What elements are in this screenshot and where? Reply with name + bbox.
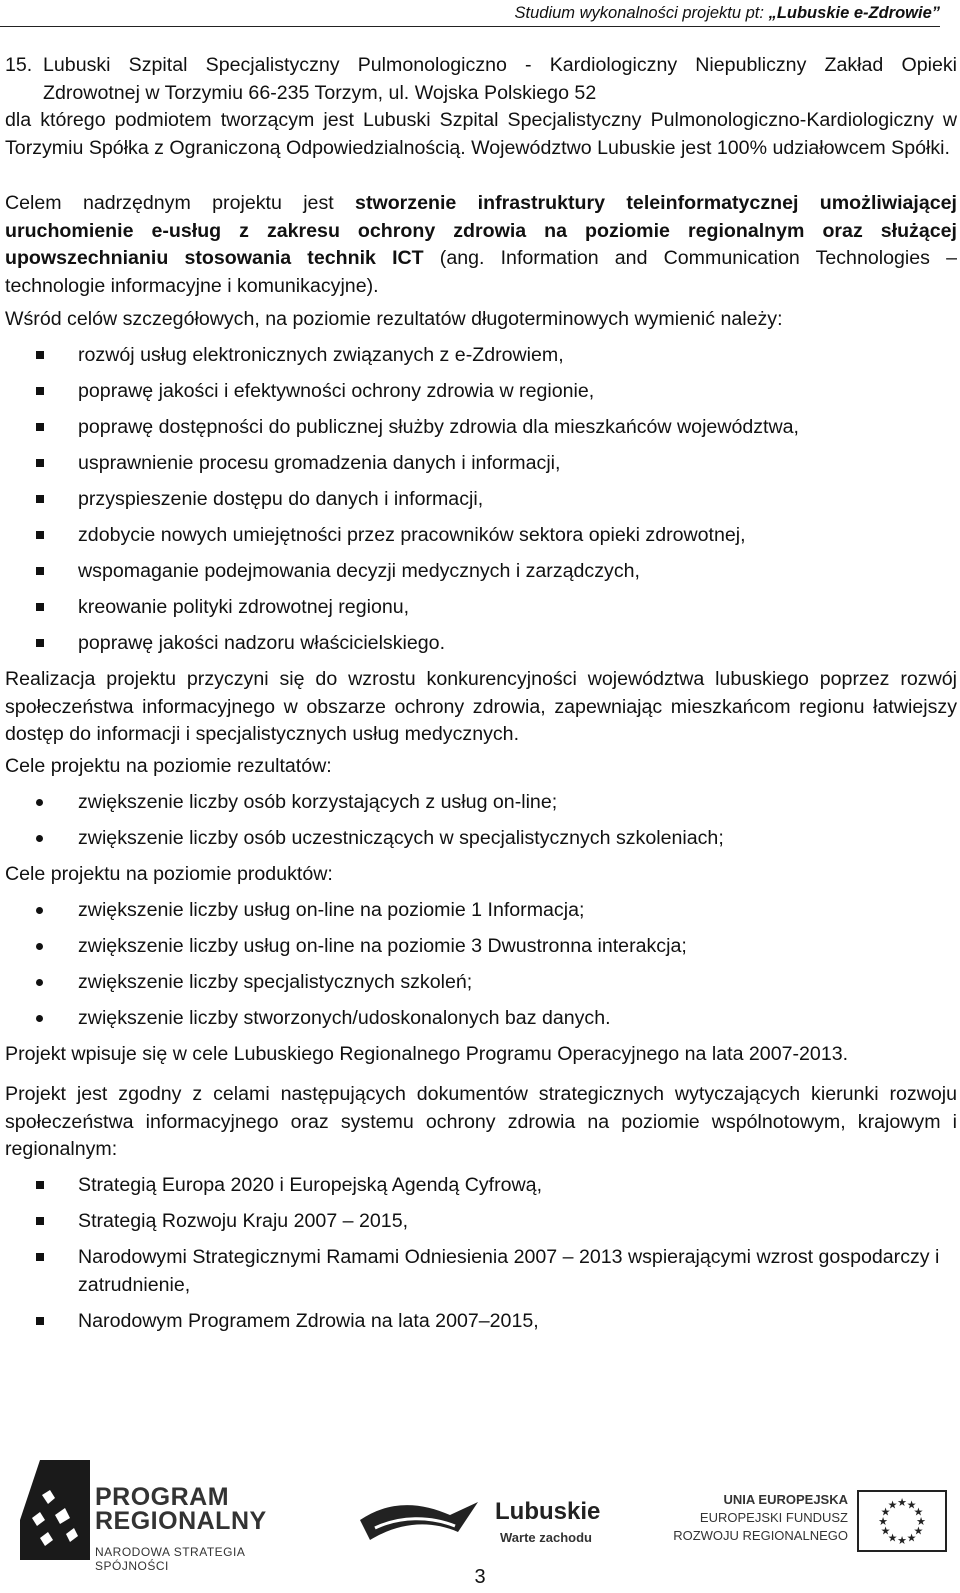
- strategy-item-text: Narodowymi Strategicznymi Ramami Odniesienia 2007 – 2013 wspierającymi wzrost gospodarczy i zatrudnienie,: [78, 1246, 940, 1296]
- product-item: [5, 933, 957, 961]
- bullet-icon: [36, 603, 44, 611]
- svg-text:★: ★: [913, 1525, 924, 1538]
- bullet-icon: [36, 351, 44, 359]
- svg-text:★: ★: [880, 1506, 891, 1519]
- svg-text:★: ★: [878, 1516, 888, 1528]
- detailed-goal-item-text: poprawę dostępności do publicznej służby zdrowia dla mieszkańców województwa,: [78, 416, 799, 438]
- bullet-icon: [36, 1317, 44, 1325]
- product-item: [5, 1005, 957, 1033]
- bullet-icon: [36, 423, 44, 431]
- page-number: 3: [474, 1566, 486, 1588]
- header-prefix: Studium wykonalności projektu pt:: [514, 4, 769, 22]
- strategies-list: [5, 1172, 957, 1335]
- detailed-goal-item: [5, 342, 957, 370]
- strategy-item: [5, 1244, 957, 1299]
- document-body: [5, 52, 957, 1344]
- product-item-text: zwiększenie liczby usług on-line na poziomie 3 Dwustronna interakcja;: [78, 934, 687, 957]
- goal-paragraph: [5, 190, 957, 300]
- detailed-goal-item-text: kreowanie polityki zdrowotnej regionu,: [78, 596, 410, 618]
- detailed-goal-item-text: zdobycie nowych umiejętności przez pracowników sektora opieki zdrowotnej,: [78, 524, 746, 546]
- svg-text:★: ★: [913, 1506, 924, 1519]
- detailed-goal-item-text: przyspieszenie dostępu do danych i informacji,: [78, 488, 484, 510]
- bullet-icon: [36, 1015, 43, 1022]
- bullet-icon: [36, 639, 44, 647]
- bullet-icon: [36, 1181, 44, 1189]
- svg-text:★: ★: [887, 1532, 898, 1545]
- program-line1: PROGRAM: [95, 1483, 230, 1511]
- bullet-icon: [36, 459, 44, 467]
- bullet-icon: [36, 979, 43, 986]
- strategies-intro: Projekt jest zgodny z celami następujących dokumentów strategicznych wytyczających kierunki rozwoju społeczeństwa informacyjnego oraz systemu ochrony zdrowia na poziomie wspólnotowym, krajowym i regionalnym:: [5, 1083, 957, 1160]
- ue-line1: UNIA EUROPEJSKA: [723, 1492, 848, 1507]
- strategy-item-text: Strategią Europa 2020 i Europejską Agendą Cyfrową,: [78, 1174, 543, 1196]
- program-sub: NARODOWA STRATEGIA SPÓJNOŚCI: [95, 1545, 245, 1573]
- svg-text:★: ★: [897, 1497, 907, 1509]
- svg-text:★: ★: [897, 1535, 907, 1547]
- rpo-paragraph: Projekt wpisuje się w cele Lubuskiego Regionalnego Programu Operacyjnego na lata 2007-2013.: [5, 1042, 849, 1065]
- svg-text:★: ★: [906, 1499, 917, 1512]
- product-item: [5, 897, 957, 925]
- bullet-icon: [36, 799, 43, 806]
- program-line2: REGIONALNY: [95, 1507, 267, 1535]
- detailed-goal-item-text: wspomaganie podejmowania decyzji medycznych i zarządczych,: [78, 560, 640, 582]
- results-list: [5, 789, 957, 853]
- detailed-goal-item-text: usprawnienie procesu gromadzenia danych i informacji,: [78, 452, 561, 474]
- ue-line3: ROZWOJU REGIONALNEGO: [673, 1528, 848, 1543]
- detailed-goal-item: [5, 522, 957, 550]
- detailed-goal-item: [5, 630, 957, 658]
- svg-text:★: ★: [887, 1499, 898, 1512]
- detailed-goal-item-text: poprawę jakości nadzoru właścicielskiego.: [78, 632, 446, 654]
- detailed-goal-item: [5, 594, 957, 622]
- detailed-goal-item: [5, 486, 957, 514]
- bullet-icon: [36, 835, 43, 842]
- strategy-item: [5, 1172, 957, 1200]
- detailed-goals-intro: Wśród celów szczegółowych, na poziomie rezultatów długoterminowych wymienić należy:: [5, 308, 783, 330]
- lubuskie-name: Lubuskie: [495, 1498, 601, 1525]
- lubuskie-sub: Warte zachodu: [500, 1530, 592, 1545]
- lubuskie-logo: [360, 1490, 610, 1560]
- bullet-icon: [36, 907, 43, 914]
- detailed-goal-item-text: poprawę jakości i efektywności ochrony zdrowia w regionie,: [78, 380, 595, 402]
- page-header: [0, 2, 940, 27]
- item-text: Lubuski Szpital Specjalistyczny Pulmonologiczno - Kardiologiczny Niepubliczny Zakład Opieki Zdrowotnej w Torzymiu 66-235 Torzym, ul. Wojska Polskiego 52: [43, 54, 957, 104]
- eu-logo: [660, 1490, 950, 1560]
- result-item-text: zwiększenie liczby osób uczestniczących w specjalistycznych szkoleniach;: [78, 826, 724, 849]
- goal-bold: stworzenie infrastruktury teleinformatycznej umożliwiającej uruchomienie e-usług z zakresu ochrony zdrowia na poziomie regionalnym oraz służącej upowszechnianiu stosowania technik ICT: [5, 192, 957, 269]
- bullet-icon: [36, 1217, 44, 1225]
- product-item: [5, 969, 957, 997]
- bullet-icon: [36, 531, 44, 539]
- svg-text:★: ★: [906, 1532, 917, 1545]
- program-regionalny-emblem-icon: [20, 1460, 90, 1560]
- detailed-goal-item-text: rozwój usług elektronicznych związanych z e-Zdrowiem,: [78, 344, 564, 366]
- competitiveness-paragraph: Realizacja projektu przyczyni się do wzrostu konkurencyjności województwa lubuskiego poprzez rozwój społeczeństwa informacyjnego w obszarze ochrony zdrowia, zapewniając mieszkańcom regionu łatwiejszy dostęp do informacji i specjalistycznych usług medycznych.: [5, 668, 957, 745]
- product-item-text: zwiększenie liczby stworzonych/udoskonalonych baz danych.: [78, 1006, 611, 1029]
- bullet-icon: [36, 1253, 44, 1261]
- detailed-goals-list: [5, 342, 957, 658]
- goal-intro: Celem nadrzędnym projektu jest: [5, 192, 356, 214]
- eu-flag-icon: [857, 1490, 947, 1552]
- product-item-text: zwiększenie liczby usług on-line na poziomie 1 Informacja;: [78, 898, 585, 921]
- detailed-goal-item: [5, 450, 957, 478]
- bullet-icon: [36, 495, 44, 503]
- owner-paragraph: dla którego podmiotem tworzącym jest Lubuski Szpital Specjalistyczny Pulmonologiczno-Kardiologiczny w Torzymiu Spółka z Ograniczoną Odpowiedzialnością. Województwo Lubuskie jest 100% udziałowcem Spółki.: [5, 109, 957, 159]
- lubuskie-arrow-icon: [360, 1490, 485, 1550]
- result-item-text: zwiększenie liczby osób korzystających z usług on-line;: [78, 790, 558, 813]
- bullet-icon: [36, 943, 43, 950]
- program-regionalny-logo: [20, 1460, 310, 1573]
- result-item: [5, 789, 957, 817]
- ue-line2: EUROPEJSKI FUNDUSZ: [699, 1510, 848, 1525]
- strategy-item: [5, 1208, 957, 1236]
- results-heading: Cele projektu na poziomie rezultatów:: [5, 754, 332, 777]
- product-item-text: zwiększenie liczby specjalistycznych szkoleń;: [78, 970, 473, 993]
- header-title: „Lubuskie e-Zdrowie”: [768, 4, 940, 22]
- program-regionalny-text: [95, 1485, 267, 1533]
- goal-tail: (ang. Information and Communication Technologies – technologie informacyjne i komunikacyjne).: [5, 247, 957, 297]
- footer-logos: [0, 1460, 960, 1573]
- bullet-icon: [36, 567, 44, 575]
- svg-text:★: ★: [916, 1516, 926, 1528]
- products-heading: Cele projektu na poziomie produktów:: [5, 862, 333, 885]
- products-list: [5, 897, 957, 1033]
- item-number: 15.: [5, 54, 33, 76]
- svg-text:★: ★: [880, 1525, 891, 1538]
- bullet-icon: [36, 387, 44, 395]
- numbered-item-15: [5, 52, 957, 107]
- strategy-item-text: Strategią Rozwoju Kraju 2007 – 2015,: [78, 1210, 409, 1232]
- detailed-goal-item: [5, 558, 957, 586]
- strategy-item: [5, 1308, 957, 1336]
- strategy-item-text: Narodowym Programem Zdrowia na lata 2007–2015,: [78, 1309, 539, 1332]
- detailed-goal-item: [5, 378, 957, 406]
- detailed-goal-item: [5, 414, 957, 442]
- result-item: [5, 825, 957, 853]
